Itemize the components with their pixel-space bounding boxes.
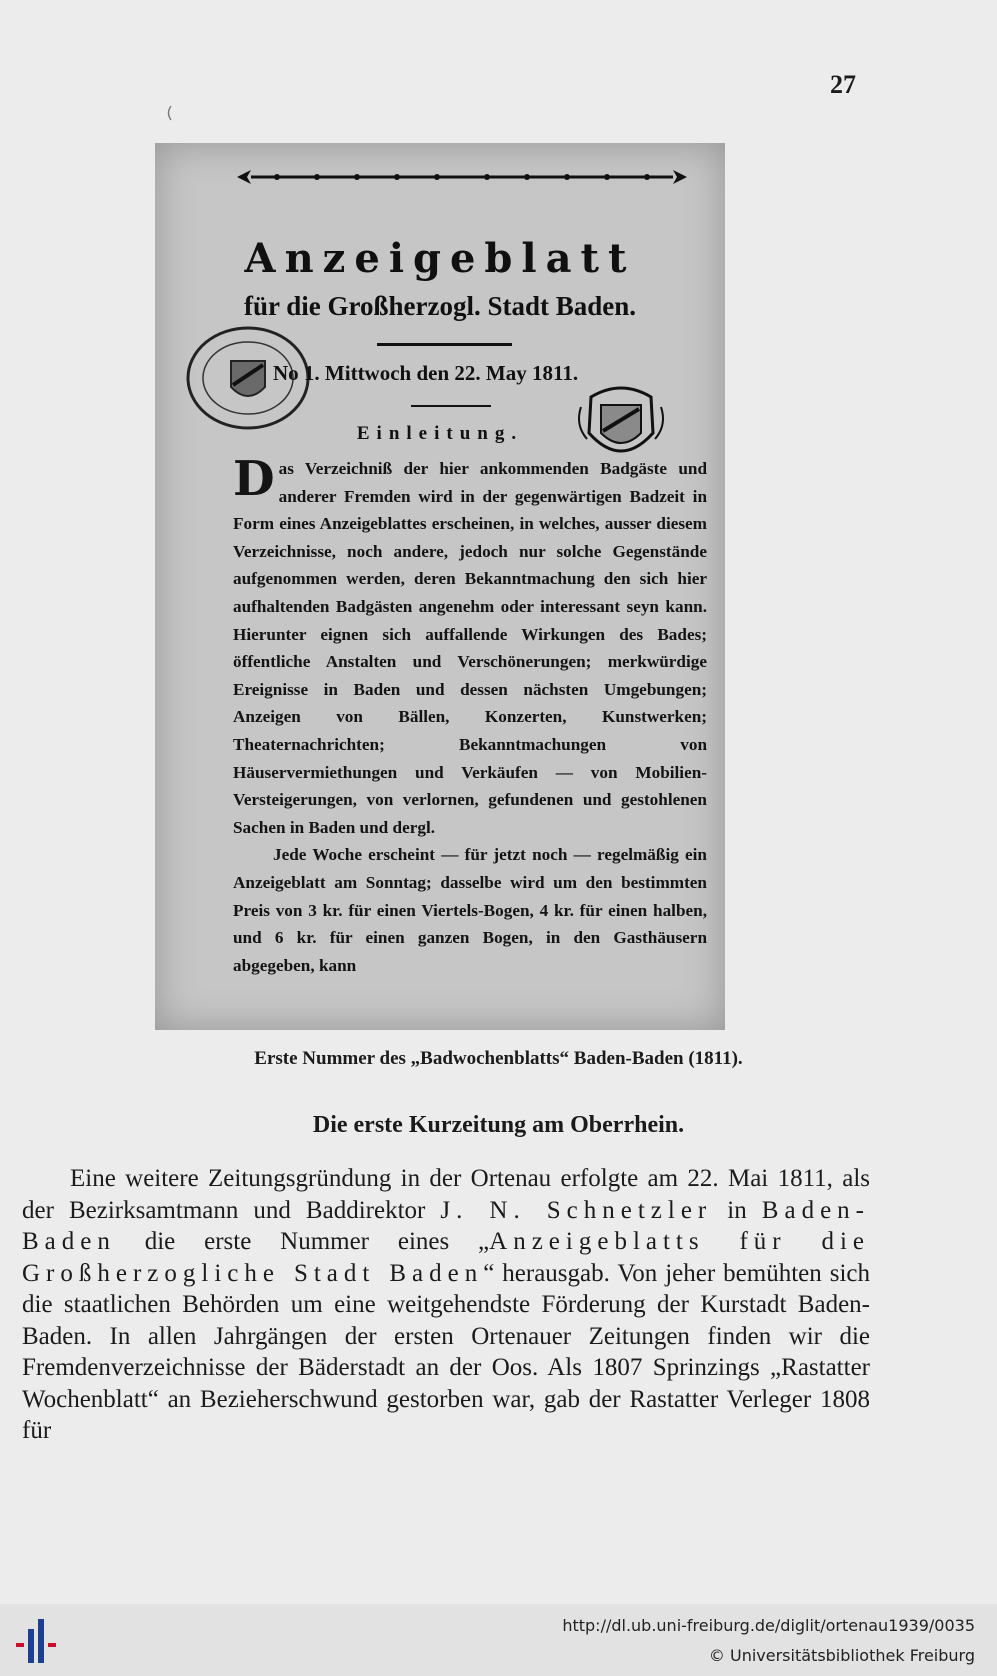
library-logo-icon: [16, 1615, 66, 1667]
source-url-link[interactable]: http://dl.ub.uni-freiburg.de/diglit/ortenau1939/0035: [562, 1616, 975, 1635]
newspaper-facsimile: [155, 143, 725, 1030]
drop-cap: D: [233, 451, 275, 507]
footer-bar: [0, 1604, 997, 1676]
text-run: in: [712, 1196, 762, 1224]
article-paragraph: [22, 1163, 870, 1447]
text-run: “ herausgab. Von jeher bemühten sich die staatlichen Behörden um eine weitgehendste Förderung der Kurstadt Baden-Baden. In allen Jahrgängen der ersten Ortenauer Zeitungen finden wir die Fremdenverzeichnisse der Bäderstadt an der Oos. Als 1807 Sprinzings „Rastatter Wochenblatt“ an Bezieherschwund gestorben war, gab der Rastatter Verleger 1808 für: [22, 1259, 870, 1444]
newspaper-paragraph: [233, 451, 707, 841]
divider: [377, 343, 512, 346]
article-body: [22, 1163, 870, 1447]
copyright-notice: © Universitätsbibliothek Freiburg: [708, 1646, 975, 1665]
newspaper-body: [233, 451, 707, 979]
person-name: J. N. Schnetzler: [440, 1196, 713, 1224]
newspaper-name: Anzeigeblatts für die Großherzogliche Stadt Baden: [22, 1228, 870, 1287]
text-run: Eine weitere Zeitungsgründung in der Ortenau erfolgte am 22. Mai 1811, als der Bezirksamtmann und Baddirektor: [22, 1165, 870, 1224]
newspaper-paragraph: Jede Woche erscheint — für jetzt noch — regelmäßig ein Anzeigeblatt am Sonntag; dasselbe wird um den bestimmten Preis von 3 kr. für einen Viertels-Bogen, 4 kr. für einen halben, und 6 kr. für einen ganzen Bogen, in den Gasthäusern abgegeben, kann: [233, 845, 707, 975]
page-number: 27: [830, 70, 856, 99]
city-name: Baden-Baden: [22, 1196, 870, 1255]
section-heading: Einleitung.: [356, 423, 524, 444]
ornament-rule: [237, 167, 687, 187]
figure-caption: Erste Nummer des „Badwochenblatts“ Baden-Baden (1811).: [254, 1048, 743, 1069]
section-title: Die erste Kurzeitung am Oberrhein.: [312, 1112, 685, 1138]
issue-line: No 1. Mittwoch den 22. May 1811.: [273, 361, 579, 385]
margin-mark: [165, 105, 173, 121]
divider: [411, 405, 491, 407]
paragraph-text: as Verzeichniß der hier ankommenden Badgäste und anderer Fremden wird in der gegenwärtigen Badzeit in Form eines Anzeigeblattes erscheinen, in welches, ausser diesem Verzeichnisse, noch andere, jedoch nur solche Gegenstände aufgenommen werden, deren Bekanntmachung den sich hier aufhaltenden Badgästen angenehm oder interessant seyn kann. Hierunter eignen sich auffallende Wirkungen des Bades; öffentliche Anstalten und Verschönerungen; merkwürdige Ereignisse in Baden und dessen nächsten Umgebungen; Anzeigen von Bällen, Konzerten, Kunstwerken; Theaternachrichten; Bekanntmachungen von Häuservermiethungen und Verkäufen — von Mobilien-Versteigerungen, von verlornen, gefundenen und gestohlenen Sachen in Baden und dergl.: [233, 459, 707, 837]
newspaper-subtitle: für die Großherzogl. Stadt Baden.: [243, 291, 637, 321]
newspaper-title: Anzeigeblatt: [244, 235, 636, 282]
text-run: die erste Nummer eines „: [115, 1228, 490, 1255]
